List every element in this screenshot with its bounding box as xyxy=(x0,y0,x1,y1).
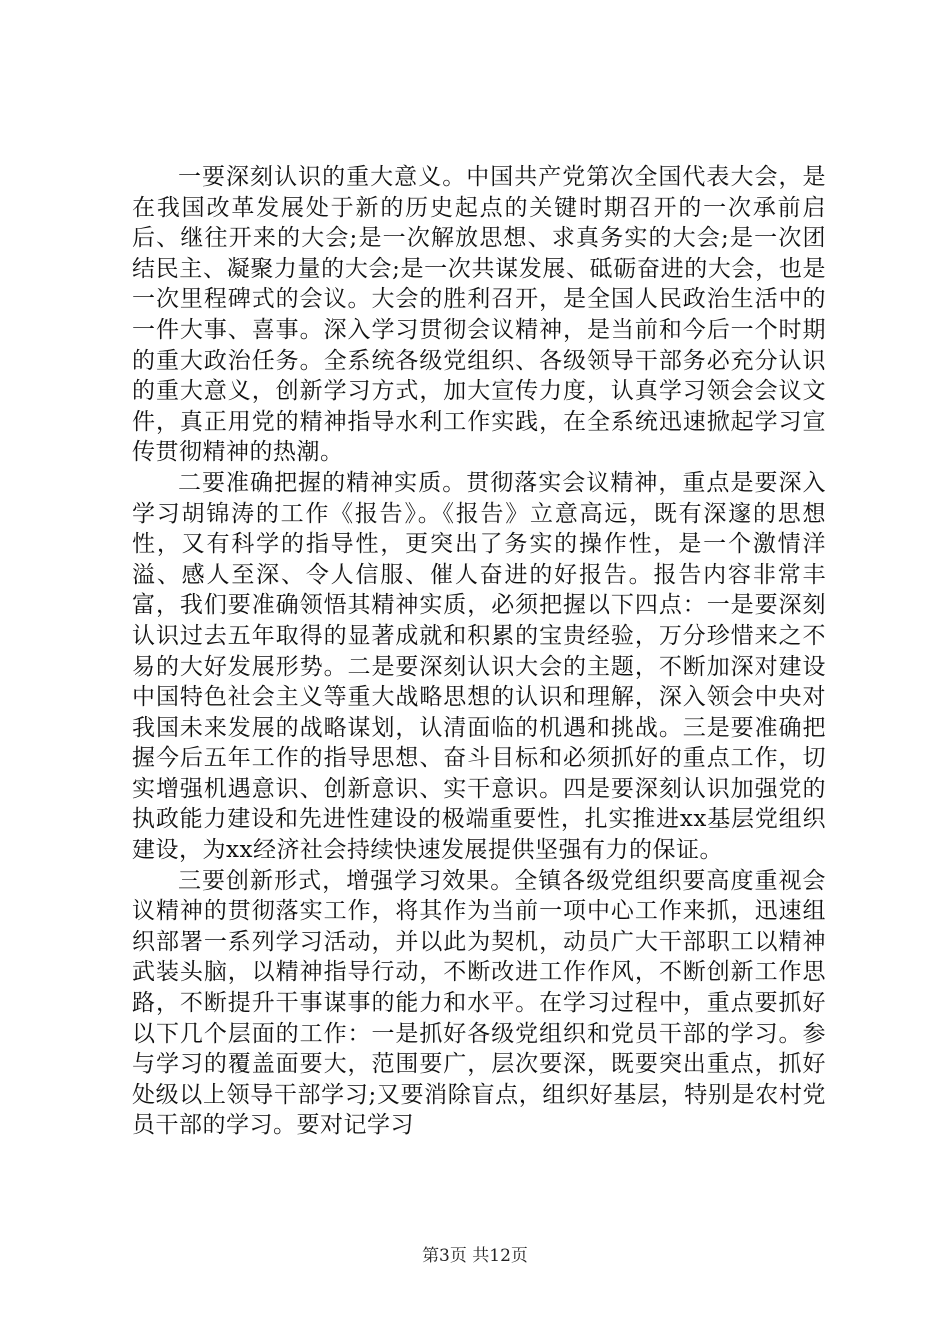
paragraph-1: 一要深刻认识的重大意义。中国共产党第次全国代表大会，是在我国改革发展处于新的历史起点的关键时期召开的一次承前启后、继往开来的大会;是一次解放思想、求真务实的大会;是一次团结民主、凝聚力量的大会;是一次共谋发展、砥砺奋进的大会，也是一次里程碑式的会议。大会的胜利召开，是全国人民政治生活中的一件大事、喜事。深入学习贯彻会议精神，是当前和今后一个时期的重大政治任务。全系统各级党组织、各级领导干部务必充分认识的重大意义，创新学习方式，加大宣传力度，认真学习领会会议文件，真正用党的精神指导水利工作实践，在全系统迅速掀起学习宣传贯彻精神的热潮。 xyxy=(132,164,826,466)
paragraph-3: 三要创新形式，增强学习效果。全镇各级党组织要高度重视会议精神的贯彻落实工作，将其作为当前一项中心工作来抓，迅速组织部署一系列学习活动，并以此为契机，动员广大干部职工以精神武装头脑，以精神指导行动，不断改进工作作风，不断创新工作思路，不断提升干事谋事的能力和水平。在学习过程中，重点要抓好以下几个层面的工作：一是抓好各级党组织和党员干部的学习。参与学习的覆盖面要大，范围要广，层次要深，既要突出重点，抓好处级以上领导干部学习;又要消除盲点，组织好基层，特别是农村党员干部的学习。要对记学习 xyxy=(132,867,826,1139)
page-number-footer: 第3页 共12页 xyxy=(422,1246,528,1266)
paragraph-2: 二要准确把握的精神实质。贯彻落实会议精神，重点是要深入学习胡锦涛的工作《报告》。《报告》立意高远，既有深邃的思想性，又有科学的指导性，更突出了务实的操作性，是一个激情洋溢、感人至深、令人信服、催人奋进的好报告。报告内容非常丰富，我们要准确领悟其精神实质，必须把握以下四点：一是要深刻认识过去五年取得的显著成就和积累的宝贵经验，万分珍惜来之不易的大好发展形势。二是要深刻认识大会的主题，不断加深对建设中国特色社会主义等重大战略思想的认识和理解，深入领会中央对我国未来发展的战略谋划，认清面临的机遇和挑战。三是要准确把握今后五年工作的指导思想、奋斗目标和必须抓好的重点工作，切实增强机遇意识、创新意识、实干意识。四是要深刻认识加强党的执政能力建设和先进性建设的极端重要性，扎实推进xx基层党组织建设，为xx经济社会持续快速发展提供坚强有力的保证。 xyxy=(132,469,826,864)
document-body xyxy=(132,162,826,1141)
